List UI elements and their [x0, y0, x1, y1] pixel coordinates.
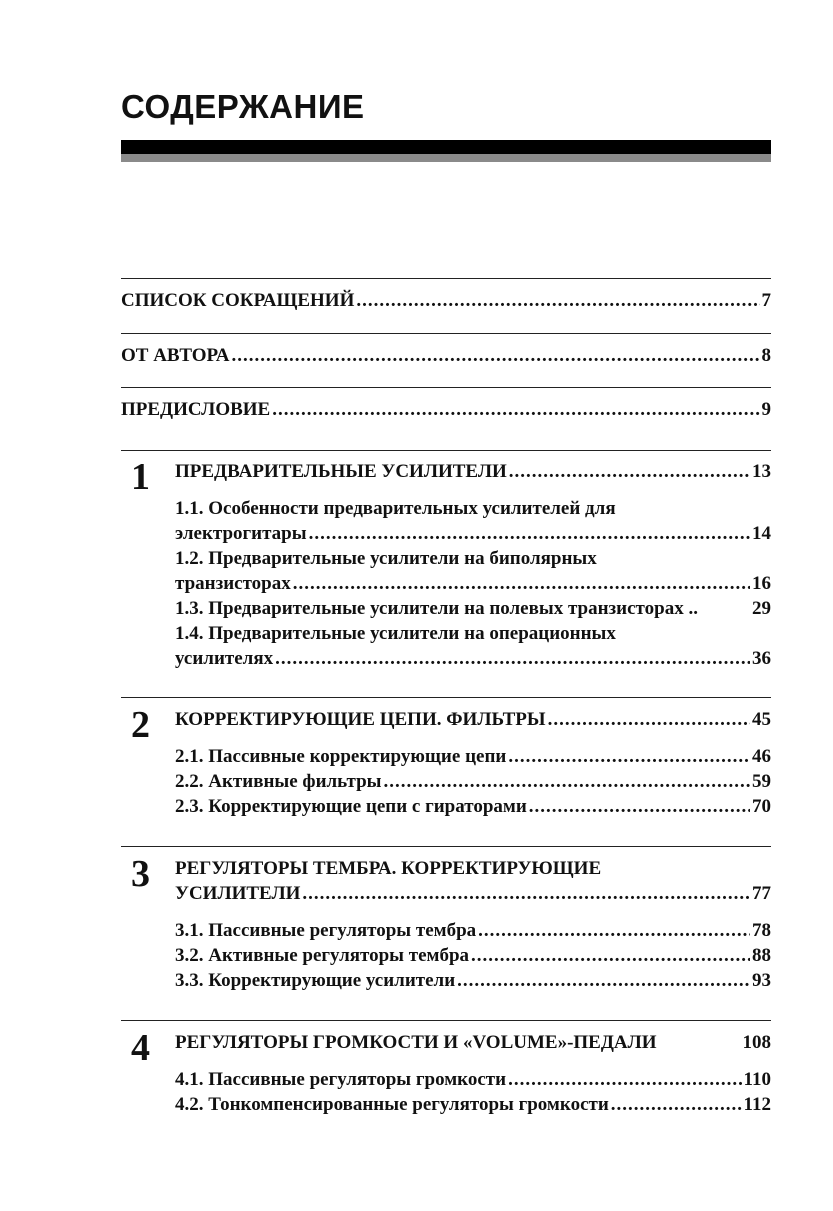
- chapter-number: 4: [131, 1027, 150, 1069]
- chapter-number: 1: [131, 456, 150, 498]
- toc-chapter-title[interactable]: УСИЛИТЕЛИ ..... 77: [175, 881, 771, 906]
- divider: [121, 450, 771, 451]
- divider: [121, 846, 771, 847]
- toc-chapter-title[interactable]: КОРРЕКТИРУЮЩИЕ ЦЕПИ. ФИЛЬТРЫ ..... 45: [175, 707, 771, 732]
- toc-entry-from-author[interactable]: ОТ АВТОРА ..... 8: [121, 343, 771, 368]
- toc-section[interactable]: 4.1. Пассивные регуляторы громкости ..... 110: [175, 1067, 771, 1092]
- toc-section[interactable]: 2.3. Корректирующие цепи с гираторами ..... 70: [175, 794, 771, 819]
- divider: [121, 278, 771, 279]
- toc-chapter-title[interactable]: РЕГУЛЯТОРЫ ГРОМКОСТИ И «VOLUME»-ПЕДАЛИ 108: [175, 1032, 771, 1053]
- page-title: СОДЕРЖАНИЕ: [121, 88, 365, 125]
- toc-section-line[interactable]: 1.2. Предварительные усилители на биполярных: [175, 548, 597, 569]
- toc-section[interactable]: 2.1. Пассивные корректирующие цепи ..... 46: [175, 744, 771, 769]
- toc-section[interactable]: электрогитары ..... 14: [175, 521, 771, 546]
- toc-section[interactable]: 3.3. Корректирующие усилители ..... 93: [175, 968, 771, 993]
- divider: [121, 697, 771, 698]
- chapter-number: 3: [131, 853, 150, 895]
- toc-chapter-title-line[interactable]: РЕГУЛЯТОРЫ ТЕМБРА. КОРРЕКТИРУЮЩИЕ: [175, 858, 602, 879]
- toc-section-line[interactable]: 1.4. Предварительные усилители на операционных: [175, 623, 616, 644]
- toc-section-line[interactable]: 1.1. Особенности предварительных усилителей для: [175, 498, 616, 519]
- divider: [121, 1020, 771, 1021]
- divider: [121, 387, 771, 388]
- chapter-number: 2: [131, 704, 150, 746]
- toc-section[interactable]: 1.3. Предварительные усилители на полевых транзисторах .. 29: [175, 598, 771, 619]
- toc-chapter-title[interactable]: ПРЕДВАРИТЕЛЬНЫЕ УСИЛИТЕЛИ ..... 13: [175, 459, 771, 484]
- toc-section[interactable]: 4.2. Тонкомпенсированные регуляторы громкости ..... 112: [175, 1092, 771, 1117]
- divider: [121, 333, 771, 334]
- toc-entry-abbreviations[interactable]: СПИСОК СОКРАЩЕНИЙ ..... 7: [121, 288, 771, 313]
- toc-entry-preface[interactable]: ПРЕДИСЛОВИЕ ..... 9: [121, 397, 771, 422]
- title-bar-shade: [121, 154, 771, 162]
- toc-section[interactable]: усилителях ..... 36: [175, 646, 771, 671]
- title-bar: [121, 140, 771, 154]
- toc-section[interactable]: транзисторах ..... 16: [175, 571, 771, 596]
- toc-section[interactable]: 2.2. Активные фильтры ..... 59: [175, 769, 771, 794]
- toc-section[interactable]: 3.1. Пассивные регуляторы тембра ..... 78: [175, 918, 771, 943]
- toc-section[interactable]: 3.2. Активные регуляторы тембра ..... 88: [175, 943, 771, 968]
